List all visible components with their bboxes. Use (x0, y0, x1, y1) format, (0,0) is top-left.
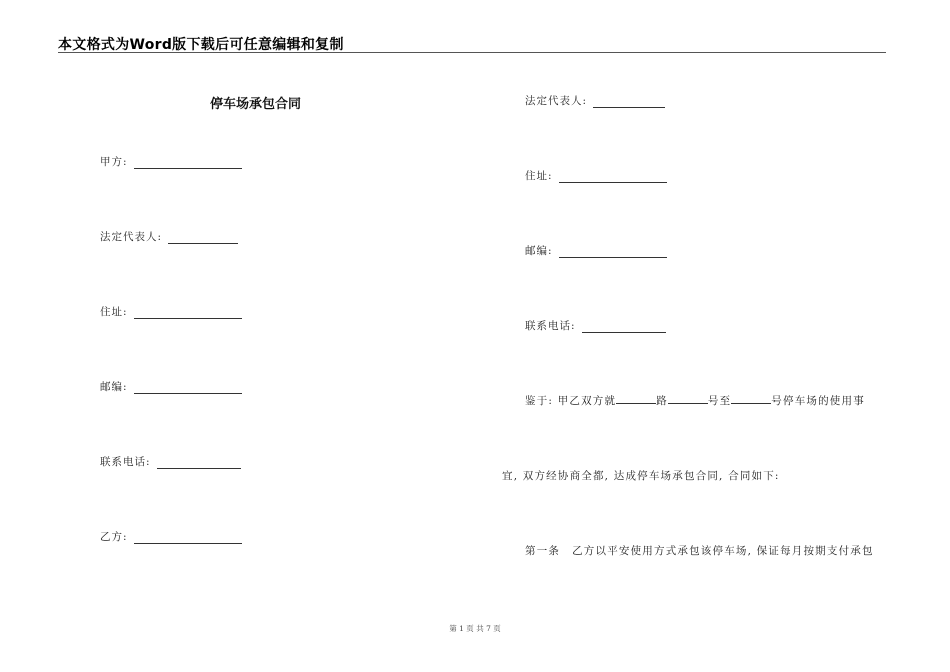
party-b-legal-rep-field (525, 93, 665, 108)
party-a-label: 甲方: (100, 156, 128, 168)
party-a-blank[interactable] (134, 157, 242, 169)
recital-line-2: 宜, 双方经协商全都, 达成停车场承包合同, 合同如下: (502, 470, 780, 482)
recital-no-to: 号至 (707, 395, 732, 407)
party-b-phone-field (525, 318, 666, 333)
number-from-blank[interactable] (668, 393, 708, 404)
party-b-phone-label: 联系电话: (525, 320, 576, 332)
article-1-number: 第一条 (525, 545, 561, 557)
party-b-legal-rep-label: 法定代表人: (525, 95, 588, 107)
party-a-address-blank[interactable] (134, 307, 242, 319)
recital-line-1 (525, 393, 865, 408)
party-b-field (100, 529, 242, 544)
party-a-legal-rep-blank[interactable] (168, 232, 238, 244)
party-b-label: 乙方: (100, 531, 128, 543)
party-a-phone-blank[interactable] (157, 457, 241, 469)
party-b-address-field (525, 168, 667, 183)
party-b-address-label: 住址: (525, 170, 553, 182)
party-b-blank[interactable] (134, 532, 242, 544)
article-1-text: 乙方以平安使用方式承包该停车场, 保证每月按期支付承包 (572, 545, 874, 557)
document-title: 停车场承包合同 (210, 97, 302, 112)
article-1-line (525, 543, 874, 558)
party-a-phone-field (100, 454, 241, 469)
party-a-postcode-field (100, 379, 242, 394)
party-b-address-blank[interactable] (559, 171, 667, 183)
party-a-postcode-label: 邮编: (100, 381, 128, 393)
party-a-legal-rep-field (100, 229, 238, 244)
party-b-postcode-field (525, 243, 667, 258)
header-divider (58, 52, 886, 53)
party-a-legal-rep-label: 法定代表人: (100, 231, 163, 243)
road-blank[interactable] (616, 393, 656, 404)
party-a-address-field (100, 304, 242, 319)
recital-prefix: 鉴于: 甲乙双方就 (525, 395, 617, 407)
recital-road: 路 (656, 395, 668, 407)
party-a-field (100, 154, 242, 169)
party-a-phone-label: 联系电话: (100, 456, 151, 468)
page-number: 第 1 页 共 7 页 (449, 624, 501, 633)
party-b-postcode-blank[interactable] (559, 246, 667, 258)
party-a-address-label: 住址: (100, 306, 128, 318)
recital-suffix: 号停车场的使用事 (771, 395, 865, 407)
document-banner: 本文格式为Word版下载后可任意编辑和复制 (58, 37, 344, 53)
party-b-postcode-label: 邮编: (525, 245, 553, 257)
number-to-blank[interactable] (731, 393, 771, 404)
party-a-postcode-blank[interactable] (134, 382, 242, 394)
party-b-legal-rep-blank[interactable] (593, 96, 665, 108)
party-b-phone-blank[interactable] (582, 321, 666, 333)
